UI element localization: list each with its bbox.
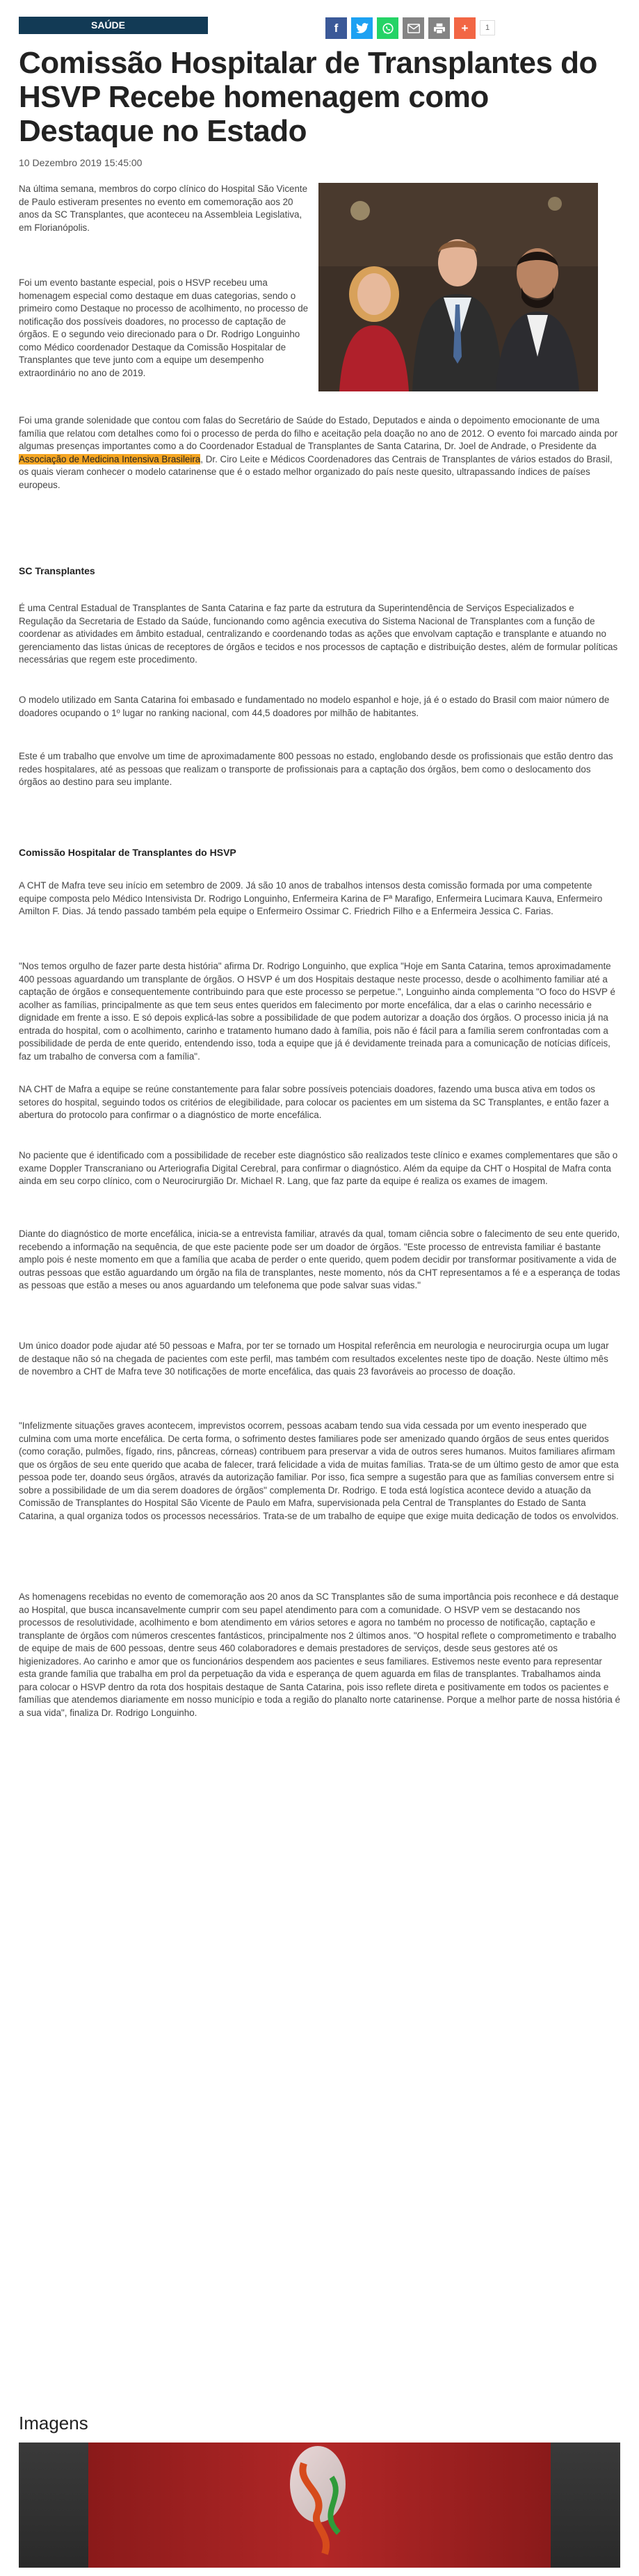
article-paragraph: A CHT de Mafra teve seu início em setembro de 2009. Já são 10 anos de trabalhos intensos desta comissão formada por uma competente equipe composta pelo Médico Intensivista Dr. Rodrigo Longuinho, Enfermeira Karina de Fª Marafigo, Enfermeira Lucimara Kauva, Enfermeiro Amilton F. Dias. Já tendo passado também pela equipe o Enfermeiro Ossimar C. Friedrich Filho e a Enfermeira Jessica C. Farias. bbox=[19, 880, 603, 916]
gallery-title: Imagens bbox=[19, 2413, 88, 2433]
section-heading: Comissão Hospitalar de Transplantes do HSVP bbox=[19, 847, 236, 858]
article-paragraph: NA CHT de Mafra a equipe se reúne constantemente para falar sobre possíveis potenciais doadores, fazendo uma busca ativa em todos os setores do hospital, seguindo todos os critérios de elegibilidade, para colocar os pacientes em um sistema da SC Transplantes, e então fazer a abertura do protocolo para confirmar o a diagnóstico de morte encefálica. bbox=[19, 1084, 609, 1120]
whatsapp-share-button[interactable] bbox=[377, 17, 398, 39]
plus-icon: + bbox=[461, 21, 469, 35]
section-badge[interactable]: SAÚDE bbox=[19, 17, 208, 34]
article-date: 10 Dezembro 2019 15:45:00 bbox=[19, 157, 143, 168]
twitter-share-button[interactable] bbox=[351, 17, 373, 39]
paragraph-text: , Dr. Ciro Leite e Médicos Coordenadores das Centrais de Transplantes de vários estados do Brasil, os quais vieram conhecer o modelo catarinense que é o estado melhor organizado do país neste quesito, ultrapassando índices de países europeus. bbox=[19, 453, 613, 490]
article-paragraph: "Infelizmente situações graves acontecem, imprevistos ocorrem, pessoas acabam tendo sua vida cessada por um evento inesperado que culmina com uma morte encefálica. De certa forma, o sofrimento destes familiares pode ser amenizado quando órgãos de seus entes queridos (como coração, pulmões, fígado, rins, pâncreas, córneas) contribuem para preservar a vida de outros seres humanos. Muitos familiares afirmam que os órgãos de seu ente querido que acaba de falecer, trará felicidade a vida de muitas famílias. Trata-se de um último gesto de amor que esta pessoa pode ter, doando seus órgãos, através da autorização familiar. Por isso, fica sempre a sugestão para que as famílias conversem entre si sobre a possibilidade de um dia serem doadores de órgãos" complementa Dr. Rodrigo. E toda está logística acontece devido a atuação da Comissão de Transplantes do Hospital São Vicente de Paulo em Mafra, supervisionada pela Central de Transplantes do Estado de Santa Catarina, a qual organiza todos os processos necessários. Trata-se de um trabalho de equipe que exige muita dedicação de todos os envolvidos. bbox=[19, 1420, 619, 1521]
article-paragraph: O modelo utilizado em Santa Catarina foi embasado e fundamentado no modelo espanhol e hoje, já é o estado do Brasil com maior número de doadores ocupando o 1º lugar no ranking nacional, com 44,5 doadores por milhão de habitantes. bbox=[19, 695, 610, 718]
more-share-button[interactable] bbox=[454, 17, 476, 39]
article-paragraph: Foi um evento bastante especial, pois o HSVP recebeu uma homenagem especial como destaque em duas categorias, sendo o primeiro como Destaque no processo de acolhimento, no processo de notificação dos possíveis doadores, no processo de captação de órgãos. E o segundo veio direcionado para o Dr. Rodrigo Longuinho como Médico coordenador Destaque da Comissão Hospitalar de Transplantes que teve junto com a equipe um desempenho extraordinário no ano de 2019. bbox=[19, 277, 309, 378]
print-button[interactable] bbox=[428, 17, 450, 39]
section-heading: SC Transplantes bbox=[19, 565, 95, 576]
article-paragraph: Na última semana, membros do corpo clínico do Hospital São Vicente de Paulo estiveram presentes no evento em comemoração aos 20 anos da SC Transplantes, que aconteceu na Assembleia Legislativa, em Florianópolis. bbox=[19, 184, 308, 233]
share-bar bbox=[325, 17, 495, 39]
image-gallery bbox=[19, 2443, 620, 2568]
highlighted-text: Associação de Medicina Intensiva Brasileira bbox=[19, 453, 201, 464]
email-icon bbox=[407, 24, 420, 33]
email-share-button[interactable] bbox=[403, 17, 424, 39]
article-paragraph: Um único doador pode ajudar até 50 pessoas e Mafra, por ter se tornado um Hospital referência em neurologia e neurocirurgia ocupa um lugar de destaque não só na chegada de pacientes com este perfil, mas também com resultados excelentes neste tipo de doação. Neste último mês de novembro a CHT de Mafra teve 30 notificações de morte encefálica, das quais 23 favoráveis ao processo de doação. bbox=[19, 1340, 609, 1377]
article-paragraph: É uma Central Estadual de Transplantes de Santa Catarina e faz parte da estrutura da Superintendência de Serviços Especializados e Regulação da Secretaria de Estado da Saúde, funcionando como agência executiva do Sistema Nacional de Transplantes com a função de coordenar as atividades em âmbito estadual, centralizando e coordenando todas as ações que envolvam captação e transplante e atuando no gerenciamento das listas únicas de receptores de órgãos e tecidos e nos processos de captação e distribuição destes, além de formular políticas necessárias que regem este procedimento. bbox=[19, 603, 618, 665]
paragraph-text: Foi uma grande solenidade que contou com falas do Secretário de Saúde do Estado, Deputados e ainda o depoimento emocionante de uma família que relatou com detalhes como foi o processo de perda do filho e aceitação pela doação no ano de 2012. O evento foi marcado ainda por algumas presenças importantes como a do Coordenador Estadual de Transplantes de Santa Catarina, Dr. Joel de Andrade, o Presidente da bbox=[19, 415, 618, 451]
article-paragraph bbox=[19, 414, 620, 492]
article-paragraph: Este é um trabalho que envolve um time de aproximadamente 800 pessoas no estado, englobando desde os profissionais que estão dentro das redes hospitalares, até as pessoas que realizam o transporte de profissionais para a captação dos órgãos, bem como o deslocamento dos órgãos ao destino para seu implante. bbox=[19, 751, 613, 787]
article-paragraph: Diante do diagnóstico de morte encefálica, inicia-se a entrevista familiar, através da qual, tomam ciência sobre o falecimento de seu ente querido, recebendo a informação na sequência, de que este paciente pode ser um doador de órgãos. "Este processo de entrevista familiar é bastante amplo pois é neste momento em que a família que acaba de perder o ente querido, quem podem decidir por transformar positivamente a vida de outras pessoas que estão aguardando um órgão na fila de transplantes, neste momento, nós da CHT representamos a fé e a esperança de todas as pessoas que estão a meses ou anos aguardando um telefonema que pode salvar suas vidas." bbox=[19, 1229, 620, 1290]
article-paragraph: No paciente que é identificado com a possibilidade de receber este diagnóstico são realizados teste clínico e exames complementares que são o exame Doppler Transcraniano ou Arteriografia Digital Cerebral, para confirmar o diagnóstico. Além da equipe da CHT o Hospital de Mafra conta ainda em seu corpo clínico, com o Neurocirurgião Dr. Michael R. Lang, que faz parte da equipe é realiza os exames de imagem. bbox=[19, 1150, 618, 1186]
people-photo-illustration bbox=[318, 183, 598, 391]
print-icon bbox=[433, 23, 446, 34]
article-paragraph: As homenagens recebidas no evento de comemoração aos 20 anos da SC Transplantes são de suma importância pois reconhece e dá destaque ao Hospital, que busca incansavelmente cumprir com seu papel atendimento para com a comunidade. O HSVP vem se destacando nos processos de resolutividade, acolhimento e bom atendimento em vários setores e agora no também no processo de notificação, captação e transplante de órgãos com números crescentes fantásticos, principalmente nos 2 últimos anos. "O hospital reflete o comprometimento e trabalho de equipe de mais de 600 pessoas, dentre seus 460 colaboradores e demais prestadores de serviços, desde seus gestores até os higienizadores. Ao carinho e amor que os funcionários despendem aos pacientes e seus familiares. Estivemos neste evento para representar esta grande família que trabalha em prol da perpetuação da vida e esperança de quem aguarda em filas de transplantes. Trabalhamos ainda para colocar o HSVP dentro da rota dos hospitais destaque de Santa Catarina, pois isso reflete direta e positivamente em todos os pacientes e famílias que atendemos diariamente em nosso município e toda a região do planalto norte catarinense. Porque a melhor parte de nossa história é a sua vida", finaliza Dr. Rodrigo Longuinho. bbox=[19, 1591, 620, 1718]
facebook-share-button[interactable] bbox=[325, 17, 347, 39]
whatsapp-icon bbox=[382, 22, 394, 35]
share-count: 1 bbox=[480, 20, 495, 35]
article-paragraph: "Nos temos orgulho de fazer parte desta história" afirma Dr. Rodrigo Longuinho, que explica "Hoje em Santa Catarina, temos aproximadamente 400 pessoas aguardando um transplante de órgãos. O HSVP é um dos Hospitais destaque neste processo, desde o acolhimento familiar até a captação de órgãos e consequentemente contribuindo para que este processo se perpetue.", Longuinho ainda complementa "O foco do HSVP é acolher as famílias, principalmente as que tem seus entes queridos em falecimento por morte encefálica, dar a elas o carinho necessário e dignidade em frente a isso. E só depois explicá-las sobre a possibilidade de que podem autorizar a doação dos órgãos. O processo inicia já na entrada do hospital, com o acolhimento, carinho e tratamento humano dado à família, pois não é fácil para a família serem confrontadas com a possibilidade de perda de ente querido, entendendo isso, toda a equipe que já é devidamente treinada para a comunicação de notícias difíceis, faz um trabalho de conversa com a família". bbox=[19, 961, 615, 1062]
article-photo[interactable] bbox=[318, 183, 598, 391]
twitter-icon bbox=[356, 23, 369, 33]
gallery-main-image[interactable] bbox=[19, 2443, 620, 2568]
article-topbar bbox=[19, 17, 620, 38]
article-title: Comissão Hospitalar de Transplantes do HSVP Recebe homenagem como Destaque no Estado bbox=[19, 46, 597, 148]
facebook-icon: f bbox=[334, 21, 339, 35]
